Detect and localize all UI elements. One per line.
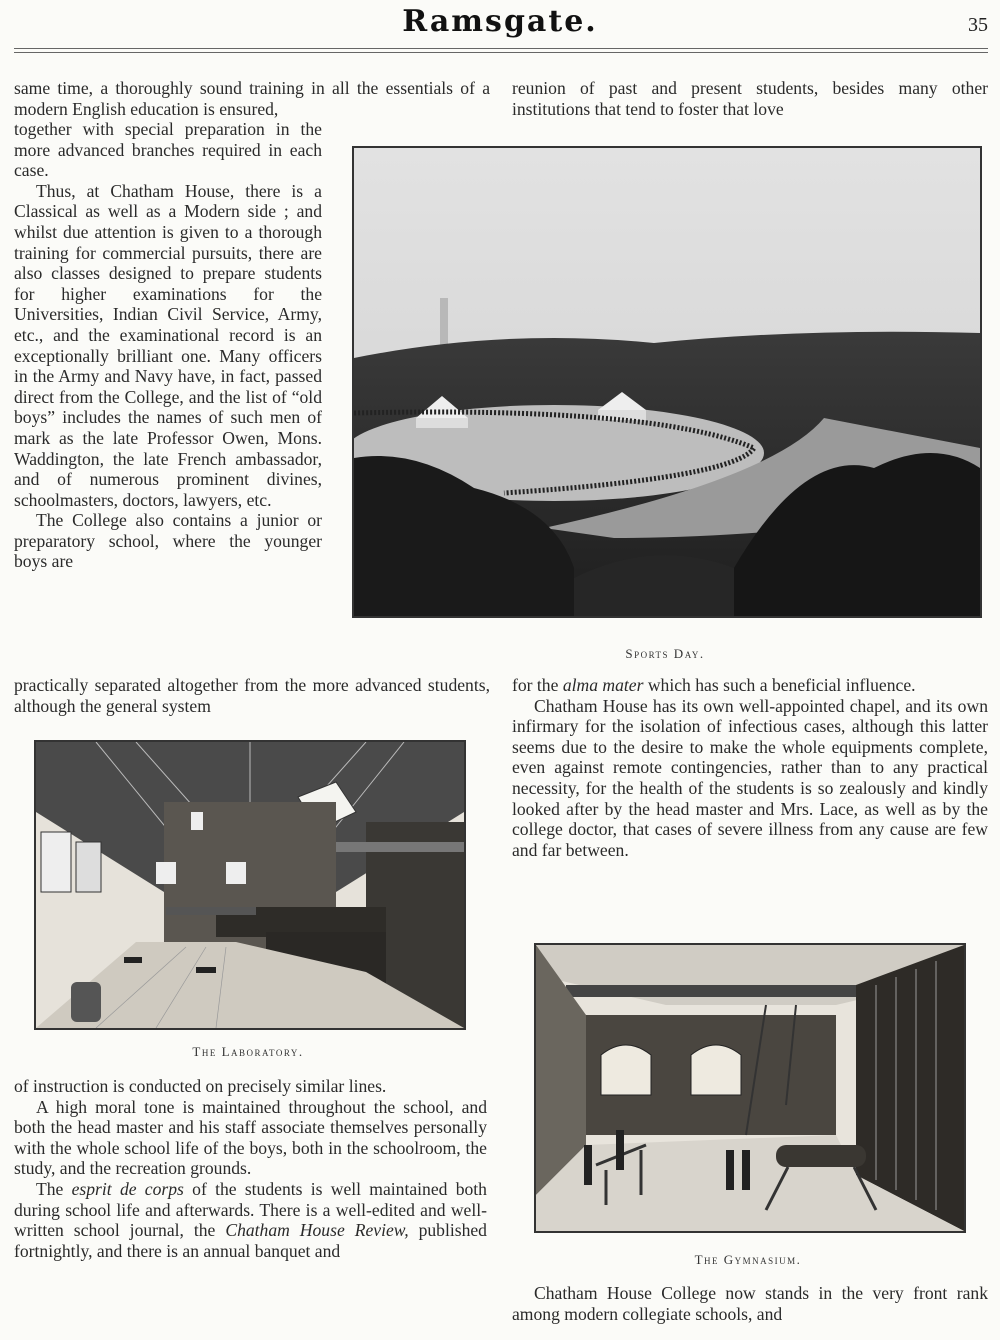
paragraph: same time, a thoroughly sound training in all the essentials of a modern English education is ensured, — [14, 78, 490, 119]
gymnasium-engraving — [536, 945, 964, 1231]
sports-day-caption: Sports Day. — [625, 646, 705, 661]
paragraph: Chatham House has its own well-appointed chapel, and its own infirmary for the isolation of infectious cases, although this latter seems due to the desire to make the whole equipments complete, even against remote contingencies, rather than to any practical necessity, for the health of the students is so zealously and kindly looked after by the head master and Mrs. Lace, as well as by the college doctor, that cases of severe illness from any cause are few and far between. — [512, 695, 988, 860]
right-paragraph-bottom — [512, 1283, 988, 1324]
italic-journal-title: Chatham House Review, — [225, 1220, 409, 1241]
text-run: which has such a beneficial influence. — [643, 675, 916, 695]
text-run: of the students is well maintained both during school life and afterwards. There is a well-edited and well-written school journal, the — [14, 1178, 487, 1241]
left-paragraph-wide — [14, 675, 490, 716]
text-run: The — [36, 1178, 72, 1199]
paragraph — [512, 675, 988, 696]
gymnasium-caption: The Gymnasium. — [694, 1252, 802, 1267]
page-number: 35 — [968, 14, 988, 36]
laboratory-caption: The Laboratory. — [192, 1044, 304, 1059]
running-head-title: Ramsgate. — [402, 4, 598, 39]
laboratory-engraving — [36, 742, 464, 1028]
right-paragraph-middle — [512, 675, 988, 860]
paragraph: practically separated altogether from the more advanced students, although the general system — [14, 675, 490, 716]
paragraph: A high moral tone is maintained throughout the school, and both the head master and his staff associate themselves personally with the whole school life of the boys, both in the schoolroom, the study, and the recreation grounds. — [14, 1096, 487, 1179]
paragraph — [14, 1179, 487, 1261]
sports-day-photograph — [352, 146, 982, 618]
left-paragraph-lower — [14, 1076, 487, 1261]
paragraph: Thus, at Chatham House, there is a Classical as well as a Modern side ; and whilst due attention is given to a thorough training for commercial pursuits, there are also classes designed to prepare students for higher examinations for the Universities, Indian Civil Service, Army, etc., and the examinational record is an exceptionally brilliant one. Many officers in the Army and Navy have, in fact, passed direct from the College, and the list of “old boys” includes the names of such men of mark as the late Professor Owen, Mons. Waddington, the late French ambassador, and of numerous prominent divines, schoolmasters, doctors, lawyers, etc. — [14, 180, 322, 510]
text-run: published fortnightly, and there is an annual banquet and — [14, 1220, 487, 1261]
header-rule — [14, 48, 988, 49]
right-paragraph-top — [512, 78, 988, 119]
left-paragraph-intro — [14, 78, 490, 119]
header-rule-double — [14, 52, 988, 53]
text-run: for the — [512, 675, 563, 695]
paragraph: of instruction is conducted on precisely similar lines. — [14, 1076, 387, 1096]
paragraph: together with special preparation in the more advanced branches required in each case. — [14, 119, 322, 181]
paragraph: The College also contains a junior or preparatory school, where the younger boys are — [14, 510, 322, 572]
italic-phrase: esprit de corps — [71, 1178, 184, 1199]
left-paragraph-narrow-1 — [14, 119, 322, 572]
gymnasium-illustration — [534, 943, 966, 1233]
italic-phrase: alma mater — [562, 675, 644, 695]
laboratory-illustration — [34, 740, 466, 1030]
paragraph: reunion of past and present students, besides many other institutions that tend to foster that love — [512, 78, 988, 119]
sports-day-photo — [354, 148, 980, 616]
paragraph: Chatham House College now stands in the very front rank among modern collegiate schools, and — [512, 1283, 988, 1324]
